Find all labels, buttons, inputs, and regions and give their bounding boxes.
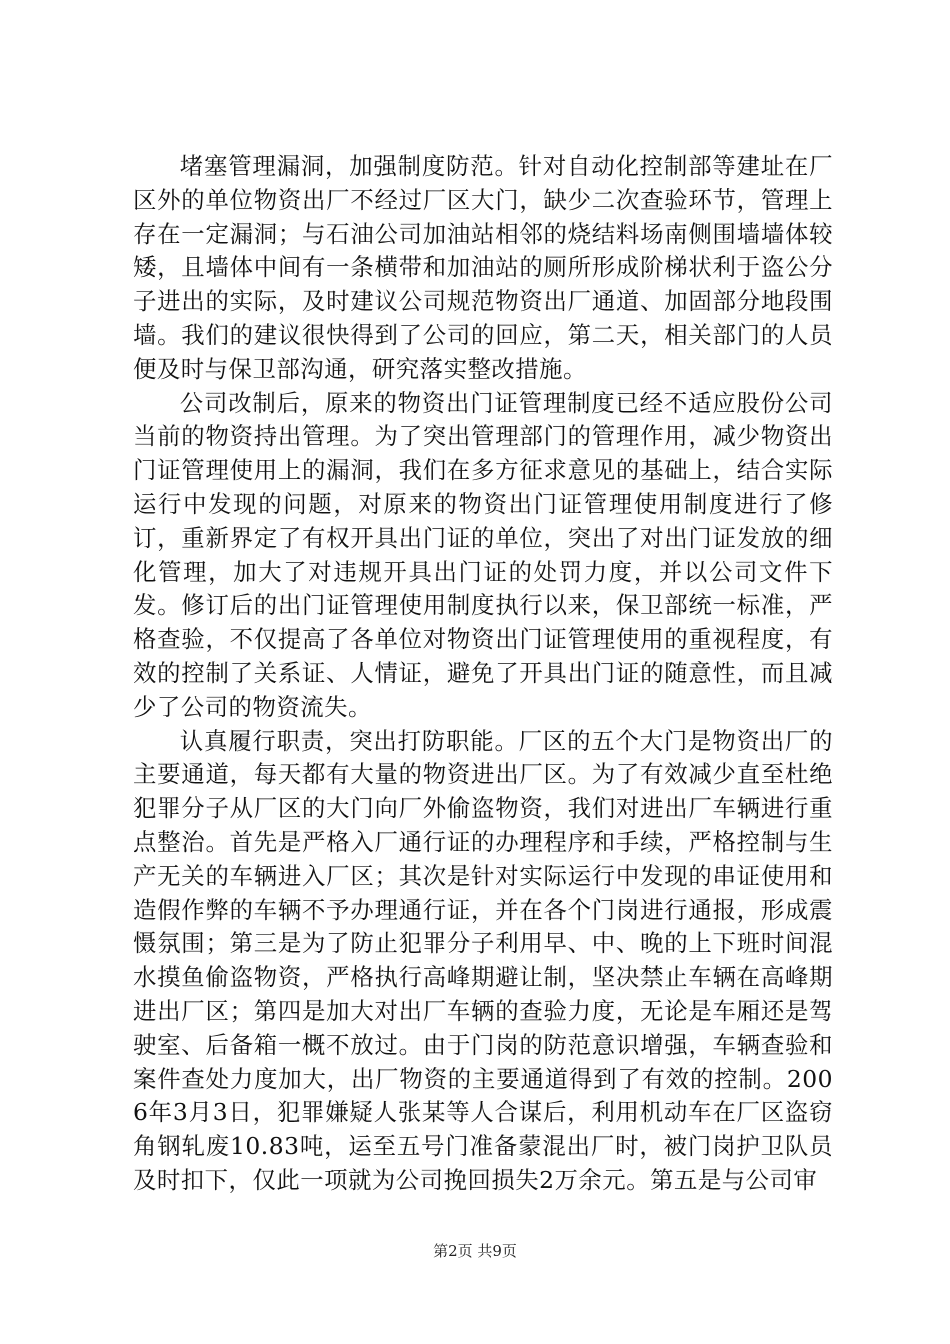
paragraph-exit-permit-system: 公司改制后，原来的物资出门证管理制度已经不适应股份公司当前的物资持出管理。为了突出管理部门的管理作用，减少物资出门证管理使用上的漏洞，我们在多方征求意见的基础上，结合实际运行中发现的问题，对原来的物资出门证管理使用制度进行了修订，重新界定了有权开具出门证的单位，突出了对出门证发放的细化管理，加大了对违规开具出门证的处罚力度，并以公司文件下发。修订后的出门证管理使用制度执行以来，保卫部统一标准，严格查验，不仅提高了各单位对物资出门证管理使用的重视程度，有效的控制了关系证、人情证，避免了开具出门证的随意性，而且减少了公司的物资流失。: [133, 388, 833, 721]
paragraph-plugging-loopholes: 堵塞管理漏洞，加强制度防范。针对自动化控制部等建址在厂区外的单位物资出厂不经过厂区大门，缺少二次查验环节，管理上存在一定漏洞；与石油公司加油站相邻的烧结料场南侧围墙墙体较矮，且墙体中间有一条横带和加油站的厕所形成阶梯状利于盗公分子进出的实际，及时建议公司规范物资出厂通道、加固部分地段围墙。我们的建议很快得到了公司的回应，第二天，相关部门的人员便及时与保卫部沟通，研究落实整改措施。: [133, 152, 833, 383]
page-footer: 第2页 共9页: [433, 1242, 517, 1260]
document-body: [133, 150, 833, 1198]
paragraph-gate-inspection: 认真履行职责，突出打防职能。厂区的五个大门是物资出厂的主要通道，每天都有大量的物资进出厂区。为了有效减少直至杜绝犯罪分子从厂区的大门向厂外偷盗物资，我们对进出厂车辆进行重点整治。首先是严格入厂通行证的办理程序和手续，严格控制与生产无关的车辆进入厂区；其次是针对实际运行中发现的串证使用和造假作弊的车辆不予办理通行证，并在各个门岗进行通报，形成震慑氛围；第三是为了防止犯罪分子利用早、中、晚的上下班时间混水摸鱼偷盗物资，严格执行高峰期避让制，坚决禁止车辆在高峰期进出厂区；第四是加大对出厂车辆的查验力度，无论是车厢还是驾驶室、后备箱一概不放过。由于门岗的防范意识增强，车辆查验和案件查处力度加大，出厂物资的主要通道得到了有效的控制。2006年3月3日，犯罪嫌疑人张某等人合谋后，利用机动车在厂区盗窃角钢轧废10.83吨，运至五号门准备蒙混出厂时，被门岗护卫队员及时扣下，仅此一项就为公司挽回损失2万余元。第五是与公司审: [133, 726, 833, 1194]
